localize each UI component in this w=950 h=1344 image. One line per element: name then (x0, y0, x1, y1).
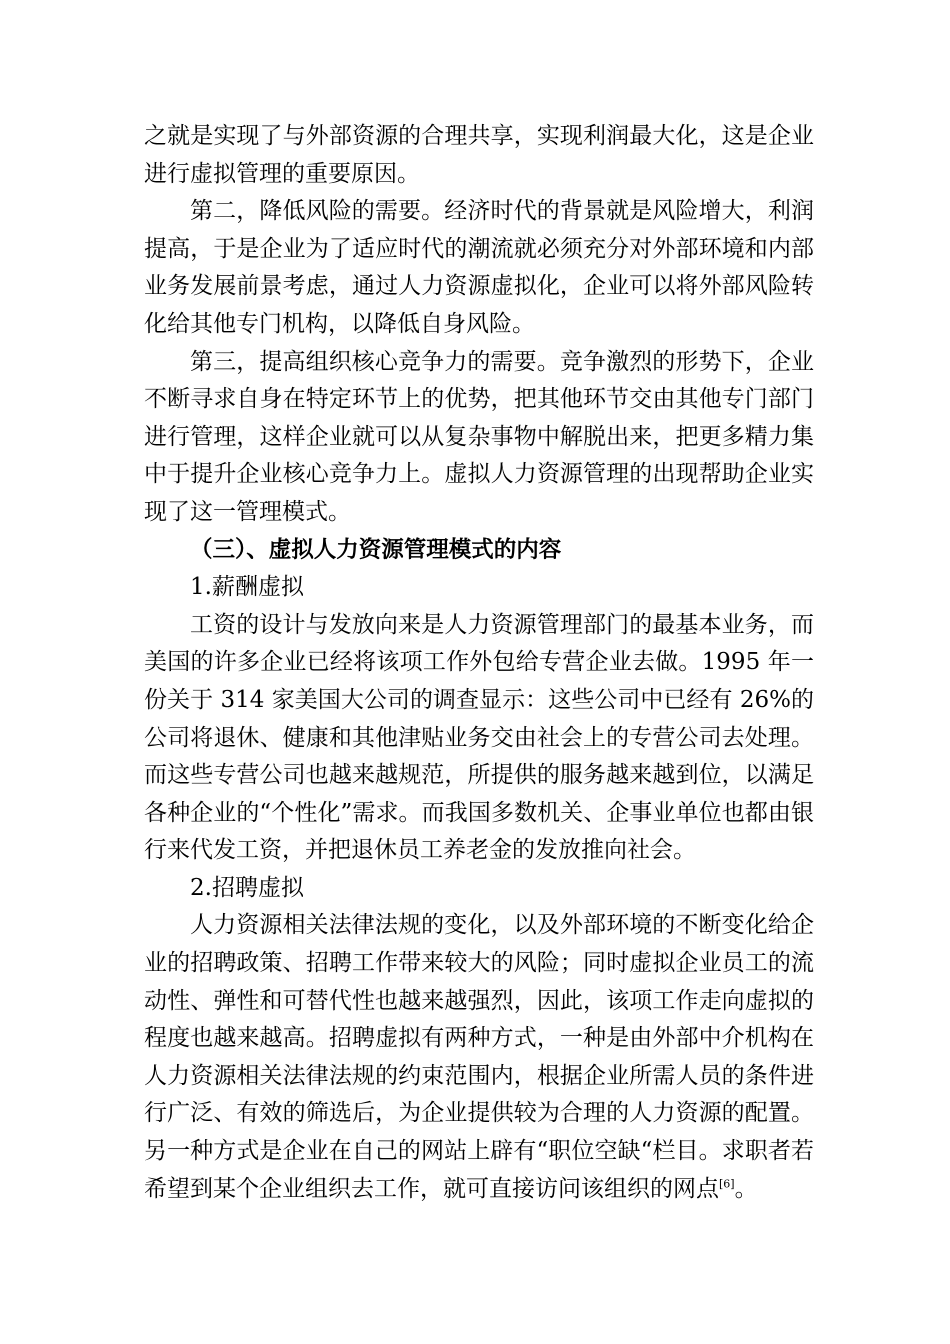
paragraph-recruitment-text: 人力资源相关法律法规的变化，以及外部环境的不断变化给企业的招聘政策、招聘工作带来较大的风险；同时虚拟企业员工的流动性、弹性和可替代性也越来越强烈，因此，该项工作走向虚拟的程度也越来越高。招聘虚拟有两种方式，一种是由外部中介机构在人力资源相关法律法规的约束范围内，根据企业所需人员的条件进行广泛、有效的筛选后，为企业提供较为合理的人力资源的配置。另一种方式是企业在自己的网站上辟有“职位空缺“栏目。求职者若希望到某个企业组织去工作，就可直接访问该组织的网点 (144, 912, 814, 1202)
paragraph-salary: 工资的设计与发放向来是人力资源管理部门的最基本业务，而美国的许多企业已经将该项工作外包给专营企业去做。1995 年一份关于 314 家美国大公司的调查显示：这些公司中已经有 26%的公司将退休、健康和其他津贴业务交由社会上的专营公司去处理。而这些专营公司也越来越规范，所提供的服务越来越到位，以满足各种企业的“个性化”需求。而我国多数机关、企事业单位也都由银行来代发工资，并把退休员工养老金的发放推向社会。 (144, 611, 814, 864)
paragraph-reduce-risk: 第二，降低风险的需要。经济时代的背景就是风险增大，利润提高，于是企业为了适应时代的潮流就必须充分对外部环境和内部业务发展前景考虑，通过人力资源虚拟化，企业可以将外部风险转化给其他专门机构，以降低自身风险。 (144, 198, 814, 337)
subheading-salary: 1.薪酬虚拟 (190, 574, 304, 601)
document-page (144, 118, 814, 1208)
paragraph-recruitment-end: 。 (734, 1175, 758, 1202)
paragraph-continuation: 之就是实现了与外部资源的合理共享，实现利润最大化，这是企业进行虚拟管理的重要原因。 (144, 123, 814, 187)
subheading-recruitment: 2.招聘虚拟 (190, 874, 304, 901)
section-heading: （三）、虚拟人力资源管理模式的内容 (190, 536, 562, 563)
paragraph-core-competence: 第三，提高组织核心竞争力的需要。竞争激烈的形势下，企业不断寻求自身在特定环节上的优势，把其他环节交由其他专门部门进行管理，这样企业就可以从复杂事物中解脱出来，把更多精力集中于提升企业核心竞争力上。虚拟人力资源管理的出现帮助企业实现了这一管理模式。 (144, 348, 814, 525)
citation-marker: [6] (719, 1176, 735, 1190)
paragraph-recruitment (144, 907, 814, 1208)
